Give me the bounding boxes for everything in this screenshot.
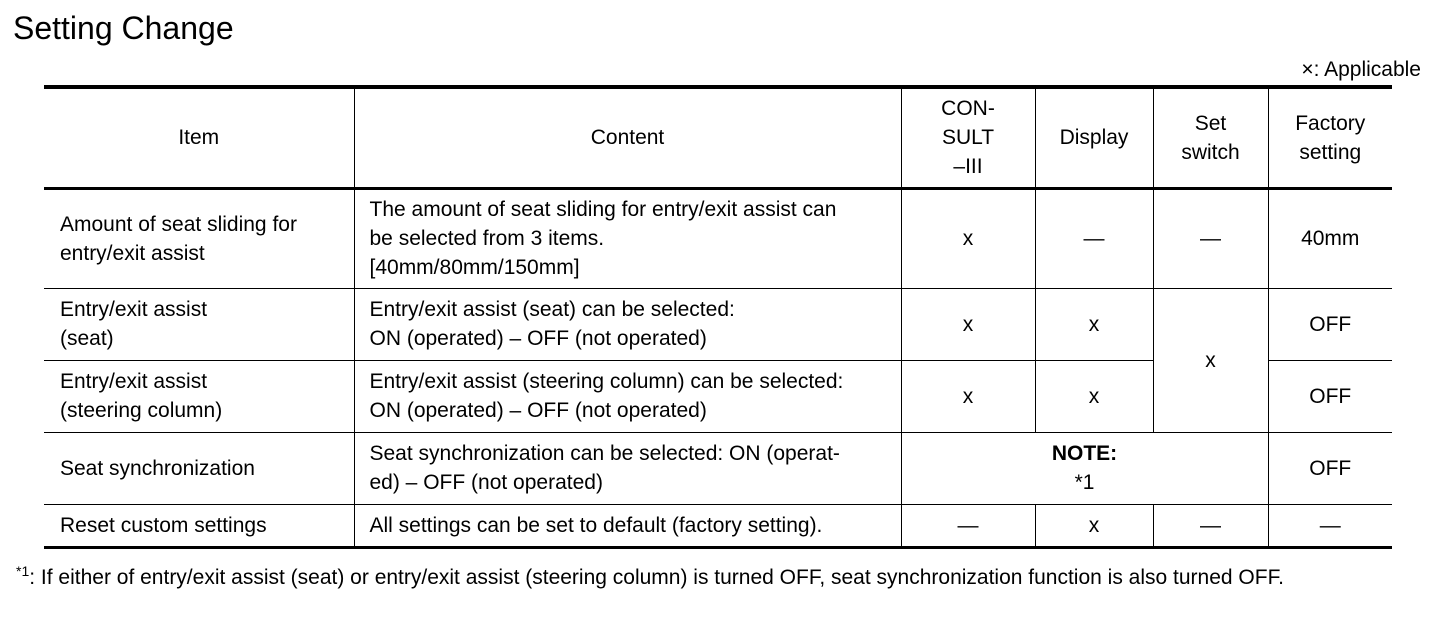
header-factory-setting: Factory setting [1268,87,1392,188]
row-consult: — [901,504,1035,547]
note-label: NOTE: [1051,442,1118,465]
row-content: Seat synchronization can be selected: ON (operat- ed) – OFF (not operated) [354,432,901,504]
setting-change-table [44,85,1392,549]
row-content: All settings can be set to default (factory setting). [354,504,901,547]
page-title: Setting Change [13,10,234,46]
row-content: Entry/exit assist (steering column) can be selected: ON (operated) – OFF (not operated) [354,360,901,432]
row-item: Seat synchronization [44,432,354,504]
row-consult: x [901,360,1035,432]
table-header-row [44,87,1392,188]
row-item: Entry/exit assist (seat) [44,288,354,360]
row-item: Amount of seat sliding for entry/exit assist [44,188,354,288]
row-set-switch: — [1153,504,1268,547]
footnote-marker: *1 [16,563,30,579]
row-set-switch: — [1153,188,1268,288]
header-set-switch: Set switch [1153,87,1268,188]
note-reference: *1 [1074,471,1095,494]
row-item: Reset custom settings [44,504,354,547]
footnote [16,563,1426,592]
row-display: x [1035,504,1153,547]
row-content: Entry/exit assist (seat) can be selected: ON (operated) – OFF (not operated) [354,288,901,360]
row-factory-setting: OFF [1268,288,1392,360]
header-item: Item [44,87,354,188]
header-content: Content [354,87,901,188]
row-display: x [1035,360,1153,432]
note-cell [901,432,1268,504]
row-display: — [1035,188,1153,288]
row-factory-setting: — [1268,504,1392,547]
table-row [44,432,1392,504]
row-display: x [1035,288,1153,360]
table-row [44,288,1392,360]
header-consult: CON- SULT –III [901,87,1035,188]
table-row [44,188,1392,288]
row-factory-setting: OFF [1268,360,1392,432]
row-factory-setting: 40mm [1268,188,1392,288]
row-consult: x [901,188,1035,288]
row-factory-setting: OFF [1268,432,1392,504]
table-row [44,504,1392,547]
applicable-legend: ×: Applicable [1301,58,1421,81]
header-display: Display [1035,87,1153,188]
row-consult: x [901,288,1035,360]
row-set-switch-merged: x [1153,288,1268,432]
row-content: The amount of seat sliding for entry/exit assist can be selected from 3 items. [40mm/80mm/150mm] [354,188,901,288]
row-item: Entry/exit assist (steering column) [44,360,354,432]
footnote-text: : If either of entry/exit assist (seat) or entry/exit assist (steering column) is turned OFF, seat synchronization function is also turned OFF. [29,566,1284,589]
